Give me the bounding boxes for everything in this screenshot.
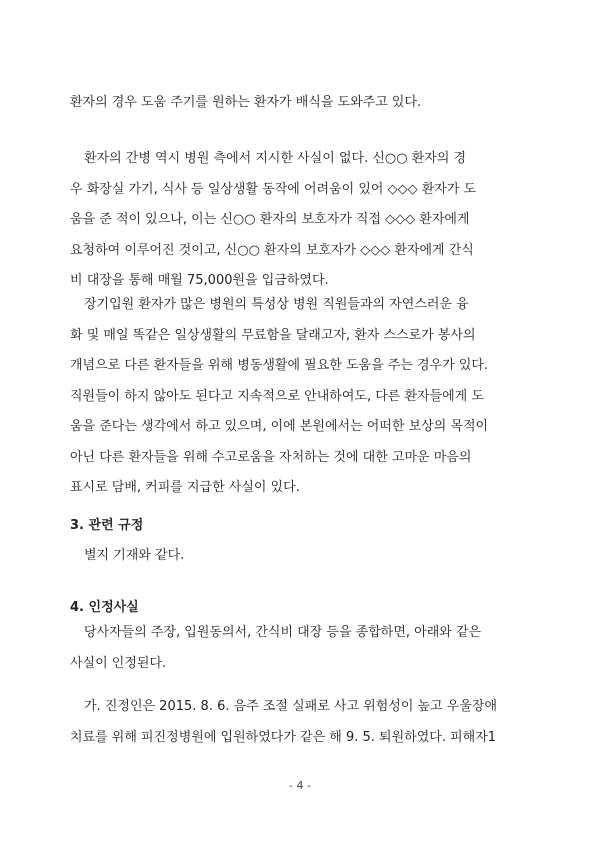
section-text-regulations: 별지 기재와 같다.	[84, 548, 185, 563]
text-line: 우 화장실 가기, 식사 등 일상생활 동작에 어려움이 있어 ◇◇◇ 환자가 도	[70, 181, 477, 197]
text-line: 장기입원 환자가 많은 병원의 특성상 병원 직원들과의 자연스러운 융	[84, 297, 469, 312]
text-line: 환자의 경우 도움 주기를 원하는 환자가 배식을 도와주고 있다.	[70, 95, 422, 110]
text-line: 환자의 간병 역시 병원 측에서 지시한 사실이 없다. 신○○ 환자의 경	[84, 151, 467, 166]
section-heading-findings: 4. 인정사실	[70, 600, 139, 615]
text-line: 사실이 인정된다.	[70, 655, 167, 671]
section-heading-regulations: 3. 관련 규정	[70, 518, 144, 533]
paragraph-caregiving	[70, 144, 535, 297]
paragraph-findings	[70, 618, 535, 679]
text-line: 화 및 매일 똑같은 일상생활의 무료함을 달래고자, 환자 스스로가 봉사의	[70, 327, 476, 343]
text-line: 직원들이 하지 않아도 된다고 지속적으로 안내하여도, 다른 환자들에게 도	[70, 388, 484, 404]
page-number: - 4 -	[289, 779, 311, 792]
text-line: 당사자들의 주장, 입원동의서, 간식비 대장 등을 종합하면, 아래와 같은	[84, 625, 482, 640]
paragraph-volunteer	[70, 290, 535, 504]
text-line: 개념으로 다른 환자들을 위해 병동생활에 필요한 도움을 주는 경우가 있다.	[70, 358, 489, 373]
text-line: 치료를 위해 피진정병원에 입원하였다가 같은 해 9. 5. 퇴원하였다. 피해자1	[70, 729, 497, 745]
paragraph-meal-assist	[70, 88, 535, 119]
text-line: 아닌 다른 환자들을 위해 수고로움을 자처하는 것에 대한 고마운 마음의	[70, 449, 472, 465]
text-line: 비 대장을 통해 매월 75,000원을 입금하였다.	[70, 273, 329, 288]
text-line: 요청하여 이루어진 것이고, 신○○ 환자의 보호자가 ◇◇◇ 환자에게 간식	[70, 242, 474, 258]
text-line: 가. 진정인은 2015. 8. 6. 음주 조절 실패로 사고 위험성이 높고 우울장애	[84, 699, 498, 714]
text-line: 표시로 담배, 커피를 지급한 사실이 있다.	[70, 480, 300, 495]
text-line: 움을 준다는 생각에서 하고 있으며, 이에 본원에서는 어떠한 보상의 목적이	[70, 419, 489, 434]
paragraph-item-ga	[70, 692, 535, 753]
text-line: 움을 준 적이 있으나, 이는 신○○ 환자의 보호자가 직접 ◇◇◇ 환자에게	[70, 212, 470, 227]
